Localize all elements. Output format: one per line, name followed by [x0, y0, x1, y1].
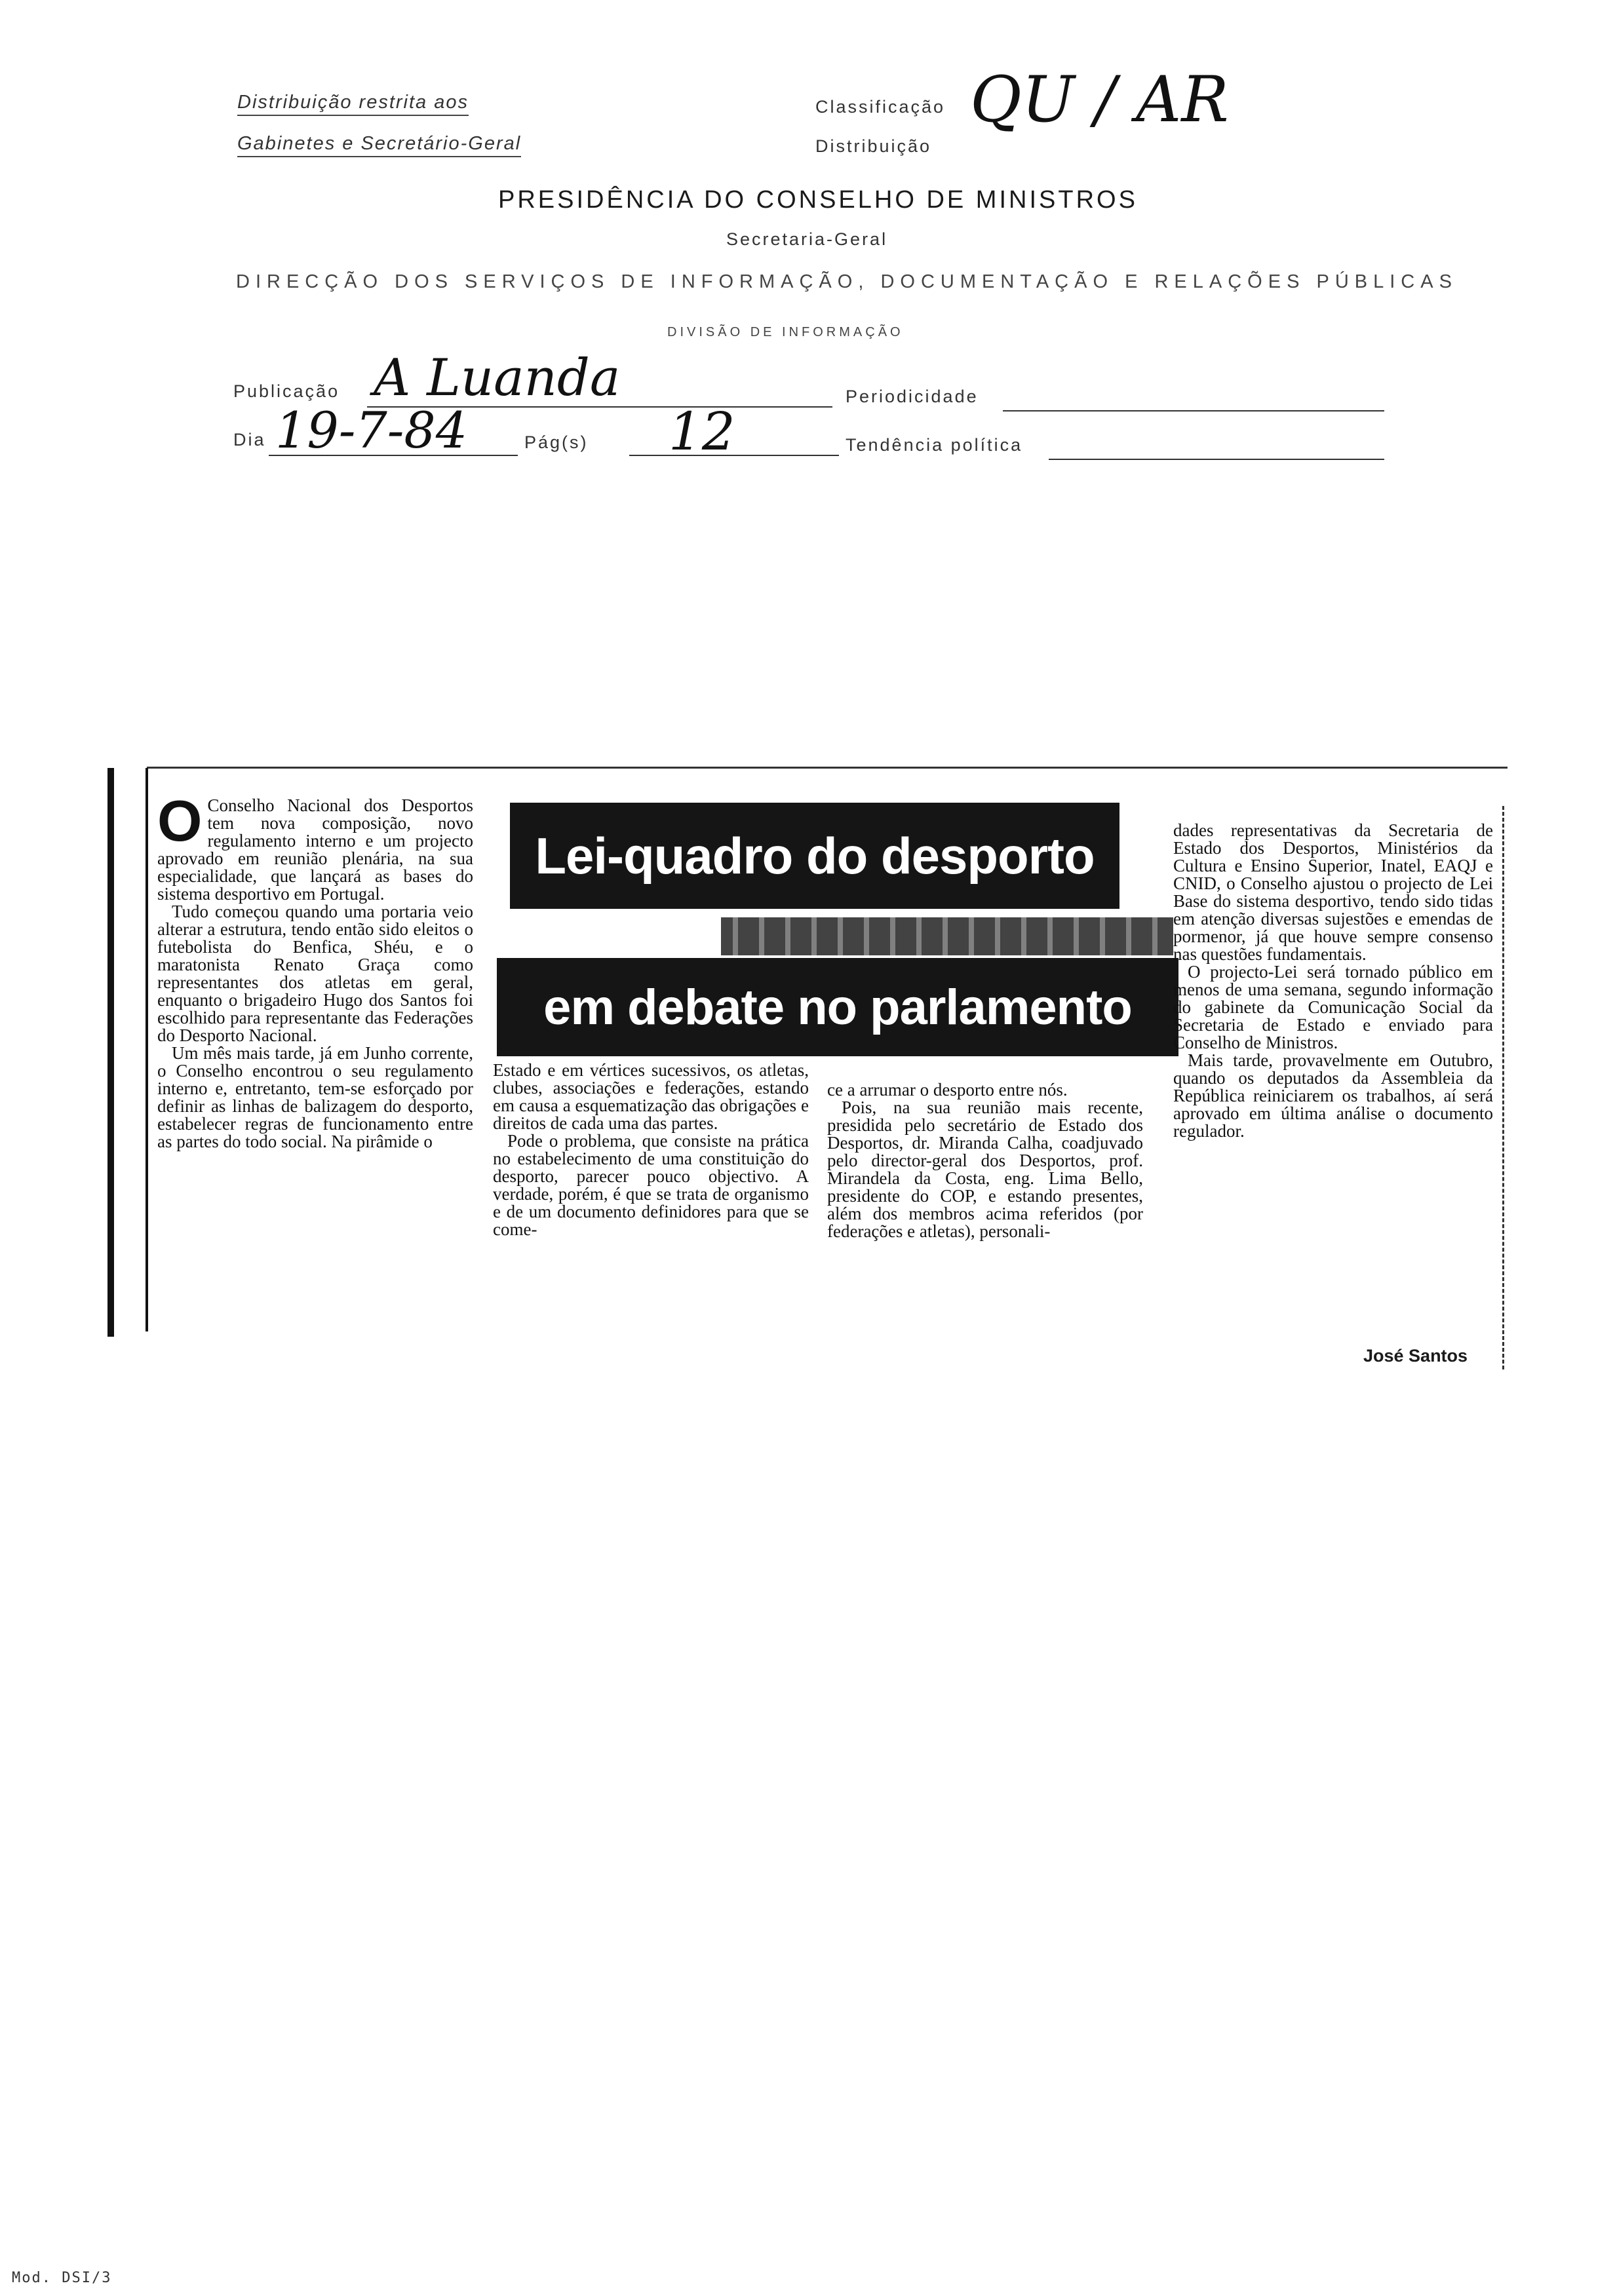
paragraph: Pode o problema, que consiste na prática no estabelecimento de uma constituição do desporto, parecer pouco objectivo. A verdade, porém, é que se trata de organismo e de um documento definidores para que se come- — [493, 1131, 809, 1239]
article-column-2 — [493, 1062, 809, 1238]
paragraph: Conselho Nacional dos Desportos tem nova composição, novo regulamento interno e um projecto aprovado em reunião plenária, na sua especialidade, que lançará as bases do sistema desportivo em Portugal. — [157, 795, 473, 904]
classificacao-handwritten-value: QU / AR — [970, 63, 1229, 136]
periodicidade-label: Periodicidade — [846, 387, 979, 406]
article-byline: José Santos — [1363, 1346, 1468, 1366]
clipping-top-border — [147, 767, 1508, 769]
article-column-1 — [157, 788, 473, 1151]
headline-smudge — [721, 917, 1173, 955]
secretaria-subtitle: Secretaria-Geral — [726, 229, 888, 249]
directorate-title: DIRECÇÃO DOS SERVIÇOS DE INFORMAÇÃO, DOCUMENTAÇÃO E RELAÇÕES PÚBLICAS — [236, 271, 1458, 292]
article-column-4 — [1173, 822, 1493, 1140]
paragraph: Estado e em vértices sucessivos, os atletas, clubes, associações e federações, estando em causa a esquematização das obrigações e direitos de cada uma das partes. — [493, 1060, 809, 1133]
classificacao-label: Classificação — [815, 97, 946, 117]
publicacao-label: Publicação — [233, 381, 340, 401]
tendencia-underline — [1049, 459, 1384, 460]
article-column-3 — [827, 1081, 1143, 1240]
form-code: Mod. DSI/3 — [12, 2270, 112, 2286]
publicacao-handwritten-value: A Luanda — [374, 349, 621, 408]
paragraph: Pois, na sua reunião mais recente, presidida pelo secretário de Estado dos Desportos, dr. Miranda Calha, coadjuvado pelo director-geral dos Desportos, prof. Mirandela da Costa, eng. Lima Bello, presidente do COP, e estando presentes, além dos membros acima referidos (por federações e atletas), personali- — [827, 1098, 1143, 1241]
headline-line1: Lei-quadro do desporto — [510, 803, 1119, 909]
distribution-note-line2: Gabinetes e Secretário-Geral — [237, 133, 521, 157]
clipping-left-border — [107, 768, 114, 1337]
distribuicao-label: Distribuição — [815, 136, 932, 156]
headline-line2: em debate no parlamento — [497, 958, 1178, 1056]
clipping-inner-border — [146, 768, 148, 1331]
pags-handwritten-value: 12 — [669, 401, 735, 462]
tendencia-label: Tendência política — [846, 435, 1023, 455]
paragraph: Um mês mais tarde, já em Junho corrente, o Conselho encontrou o seu regulamento interno e, entretanto, tem-se esforçado por definir as linhas de balizagem do desporto, estabelecer regras de funcionamento entre as partes do todo social. Na pirâmide o — [157, 1043, 473, 1151]
distribution-note-line1: Distribuição restrita aos — [237, 92, 469, 116]
drop-cap: O — [157, 788, 203, 853]
division-title: DIVISÃO DE INFORMAÇÃO — [667, 325, 904, 339]
paragraph: O projecto-Lei será tornado público em menos de uma semana, segundo informação do gabinete da Comunicação Social da Secretaria de Estado e enviado para Conselho de Ministros. — [1173, 962, 1493, 1052]
paragraph: ce a arrumar o desporto entre nós. — [827, 1080, 1068, 1100]
paragraph: dades representativas da Secretaria de Estado dos Desportos, Ministérios da Cultura e Ensino Superior, Inatel, EAQJ e CNID, o Conselho ajustou o projecto de Lei Base do sistema desportivo, tendo sido tidas em atenção diversas sujestões e emendas de pormenor, já que houve sempre consenso nas questões fundamentais. — [1173, 820, 1493, 964]
pags-label: Pág(s) — [524, 432, 589, 452]
dia-underline — [269, 455, 518, 456]
dia-label: Dia — [233, 430, 266, 450]
paragraph: Tudo começou quando uma portaria veio alterar a estrutura, tendo então sido eleitos o futebolista do Benfica, Shéu, e o maratonista Renato Graça como representantes dos atletas em geral, enquanto o brigadeiro Hugo dos Santos foi escolhido para representante das Federações do Desporto Nacional. — [157, 902, 473, 1045]
pags-underline — [629, 455, 839, 456]
clipping-right-border — [1502, 806, 1506, 1369]
periodicidade-underline — [1003, 410, 1384, 411]
page-title: PRESIDÊNCIA DO CONSELHO DE MINISTROS — [498, 186, 1138, 214]
dia-handwritten-value: 19-7-84 — [275, 401, 468, 459]
paragraph: Mais tarde, provavelmente em Outubro, quando os deputados da Assembleia da República reiniciarem os trabalhos, aí será aprovado em última análise o documento regulador. — [1173, 1050, 1493, 1141]
